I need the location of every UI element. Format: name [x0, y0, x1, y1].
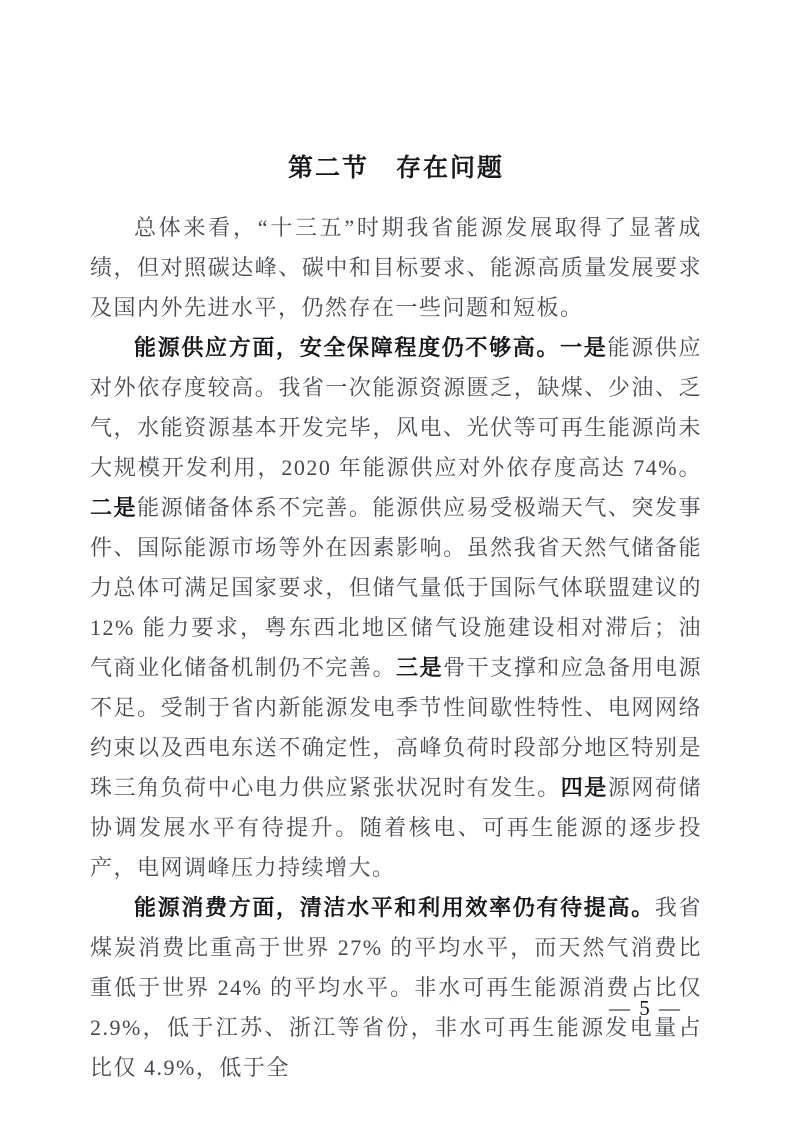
text-segment: 能源供应对外依存度较高。我省一次能源资源匮乏，缺煤、少油、乏气，水能资源基本开发完毕，风电、光伏等可再生能源尚未大规模开发利用，2020 年能源供应对外依存度高达 74%。 [90, 335, 702, 480]
bold-marker-segment: 三是 [396, 655, 444, 680]
paragraph-overview [90, 208, 702, 328]
text-segment: 我省煤炭消费比重高于世界 27% 的平均水平，而天然气消费比重低于世界 24% 的平均水平。非水可再生能源消费占比仅 2.9%，低于江苏、浙江等省份，非水可再生能源发电量占比仅 4.9%，低于全 [90, 895, 702, 1080]
page-number: — 5 — [609, 996, 682, 1020]
section-title: 第二节 存在问题 [287, 154, 504, 182]
bold-lead-segment: 能源供应方面，安全保障程度仍不够高。一是 [134, 335, 608, 360]
text-segment: 骨干支撑和应急备用电源不足。受制于省内新能源发电季节性间歇性特性、电网网络约束以及西电东送不确定性，高峰负荷时段部分地区特别是珠三角负荷中心电力供应紧张状况时有发生。 [90, 655, 702, 800]
text-segment: 源网荷储协调发展水平有待提升。随着核电、可再生能源的逐步投产，电网调峰压力持续增大。 [90, 775, 702, 880]
paragraph-energy-consumption [90, 888, 702, 1088]
paragraph-energy-supply [90, 328, 702, 888]
text-segment: 总体来看，“十三五”时期我省能源发展取得了显著成绩，但对照碳达峰、碳中和目标要求、能源高质量发展要求及国内外先进水平，仍然存在一些问题和短板。 [90, 215, 702, 320]
document-body [90, 148, 702, 1088]
bold-marker-segment: 四是 [560, 775, 608, 800]
text-segment: 能源储备体系不完善。能源供应易受极端天气、突发事件、国际能源市场等外在因素影响。虽然我省天然气储备能力总体可满足国家要求，但储气量低于国际气体联盟建议的 12% 能力要求，粤东西北地区储气设施建设相对滞后；油气商业化储备机制仍不完善。 [90, 495, 702, 680]
bold-marker-segment: 二是 [90, 495, 138, 520]
bold-lead-segment: 能源消费方面，清洁水平和利用效率仍有待提高。 [134, 895, 655, 920]
